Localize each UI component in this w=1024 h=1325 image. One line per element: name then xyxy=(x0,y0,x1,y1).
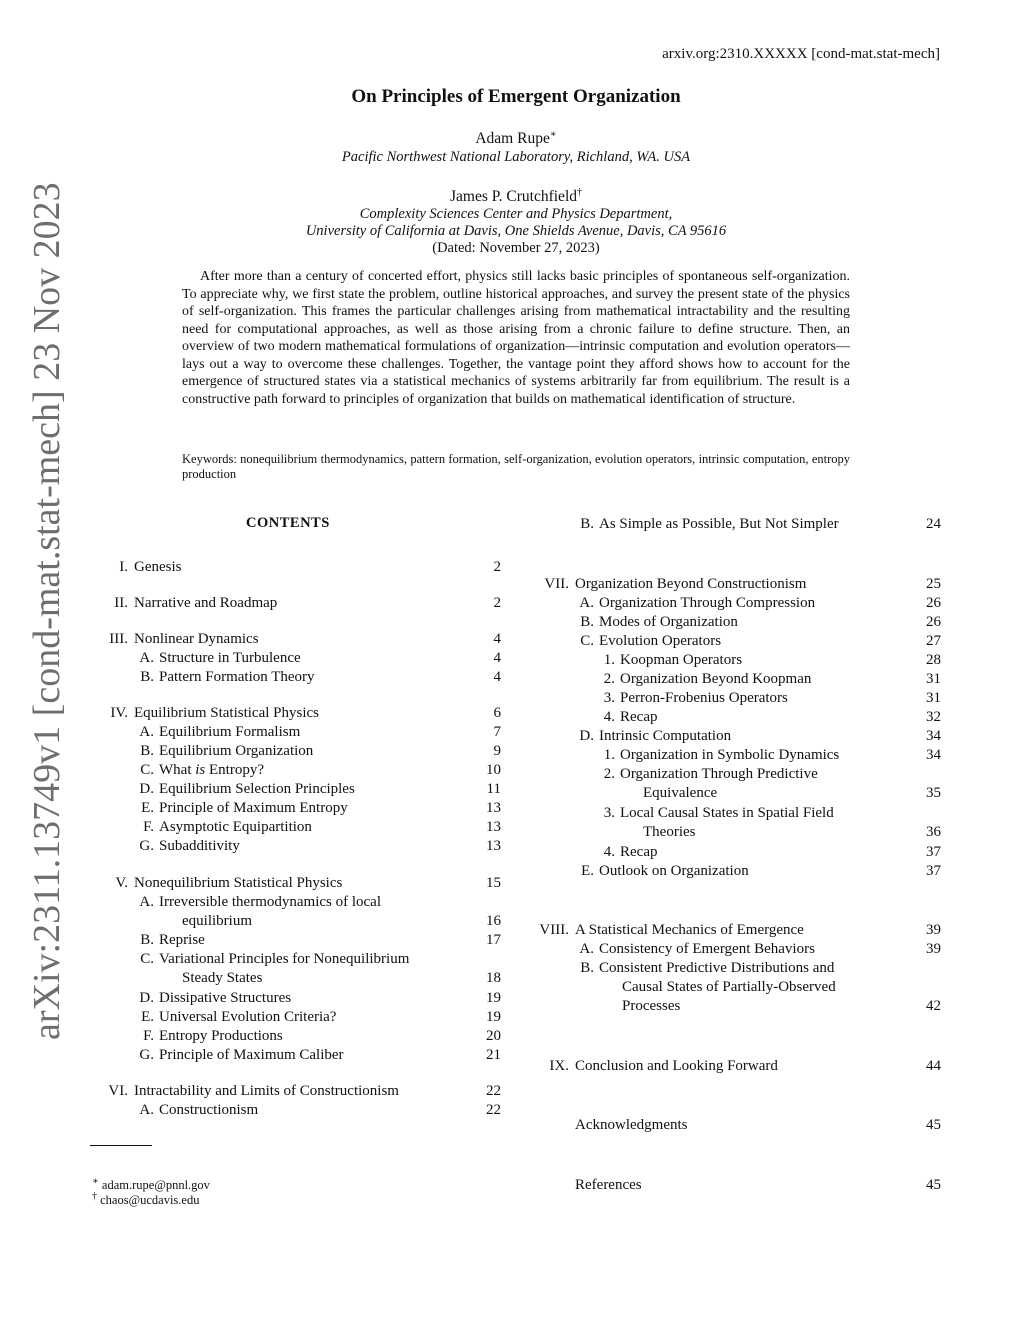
toc-page-number: 2 xyxy=(493,559,501,575)
toc-title: Organization Beyond Constructionism xyxy=(575,576,807,592)
toc-title: Organization in Symbolic Dynamics xyxy=(620,747,840,763)
toc-number: F. xyxy=(143,819,154,835)
toc-number: 4. xyxy=(603,844,615,860)
toc-title-continued: equilibrium xyxy=(182,913,252,930)
toc-page-number: 24 xyxy=(926,516,941,532)
toc-title: Entropy Productions xyxy=(159,1028,283,1044)
toc-title: Consistency of Emergent Behaviors xyxy=(599,941,815,957)
toc-title: Local Causal States in Spatial Field xyxy=(620,805,834,821)
toc-title: A Statistical Mechanics of Emergence xyxy=(575,922,804,938)
toc-page-number: 13 xyxy=(486,819,501,835)
author-1-mark: ∗ xyxy=(549,128,557,140)
author-2 xyxy=(0,188,1024,206)
toc-title: Outlook on Organization xyxy=(599,863,749,879)
footnote-1-mark: ∗ xyxy=(92,1175,99,1187)
toc-page-number: 26 xyxy=(926,595,941,611)
toc-page-number: 36 xyxy=(926,824,941,841)
toc-number: 1. xyxy=(603,652,615,668)
toc-title: Organization Beyond Koopman xyxy=(620,671,812,687)
toc-title: Consistent Predictive Distributions and xyxy=(599,960,835,976)
author-2-affiliation-line-1: Complexity Sciences Center and Physics Department, xyxy=(359,206,673,222)
toc-number: E. xyxy=(141,1009,154,1025)
toc-number: A. xyxy=(139,894,154,910)
toc-page-number: 25 xyxy=(926,576,941,592)
author-2-affiliation-line-2: University of California at Davis, One Shields Avenue, Davis, CA 95616 xyxy=(305,223,727,239)
toc-page-number: 16 xyxy=(486,913,501,930)
toc-title: Acknowledgments xyxy=(575,1117,688,1133)
toc-page-number: 13 xyxy=(486,838,501,854)
toc-title: Modes of Organization xyxy=(599,614,738,630)
toc-page-number: 34 xyxy=(926,747,941,763)
toc-number: 2. xyxy=(603,671,615,687)
toc-title: As Simple as Possible, But Not Simpler xyxy=(599,516,839,532)
toc-number: 2. xyxy=(603,766,615,782)
arxiv-side-stamp: arXiv:2311.13749v1 [cond-mat.stat-mech] 23 Nov 2023 xyxy=(26,182,68,1040)
toc-page-number: 6 xyxy=(493,705,501,721)
toc-number: F. xyxy=(143,1028,154,1044)
toc-number: B. xyxy=(580,516,594,532)
toc-number: 3. xyxy=(603,805,615,821)
toc-number: VII. xyxy=(544,576,569,592)
keywords: Keywords: nonequilibrium thermodynamics, pattern formation, self-organization, evolution operators, intrinsic computation, entropy production xyxy=(182,452,850,481)
toc-number: D. xyxy=(139,781,154,797)
toc-page-number: 17 xyxy=(486,932,501,948)
toc-number: II. xyxy=(114,595,128,611)
author-1-name: Adam Rupe xyxy=(475,130,550,147)
toc-title: Subadditivity xyxy=(159,838,240,854)
toc-title: Recap xyxy=(620,709,658,725)
paper-title: On Principles of Emergent Organization xyxy=(351,86,681,107)
contents-heading: CONTENTS xyxy=(246,515,330,531)
toc-page-number: 11 xyxy=(486,781,501,797)
abstract: After more than a century of concerted effort, physics still lacks basic principles of spontaneous self-organization. To appreciate why, we first state the problem, outline historical approaches, and survey the present state of the physics of self-organization. This frames the particular challenges arising from mathematical intractability and the resulting need for computational approaches, as well as those arising from a chronic failure to define structure. Then, an overview of two modern mathematical formulations of organization—intrinsic computation and evolution operators—lays out a way to overcome these challenges. Together, the vantage point they afford shows how to account for the emergence of structured states via a statistical mechanics of systems arbitrarily far from equilibrium. The result is a constructive path forward to principles of organization that builds on mathematical identification of structure. xyxy=(182,269,850,407)
toc-page-number: 37 xyxy=(926,863,941,879)
toc-page-number: 44 xyxy=(926,1058,941,1074)
toc-number: B. xyxy=(140,932,154,948)
toc-page-number: 28 xyxy=(926,652,941,668)
toc-page-number: 39 xyxy=(926,941,941,957)
toc-title: Organization Through Compression xyxy=(599,595,816,611)
toc-title: Equilibrium Selection Principles xyxy=(159,781,355,797)
toc-page-number: 7 xyxy=(493,724,501,740)
arxiv-identifier: arxiv.org:2310.XXXXX [cond-mat.stat-mech] xyxy=(662,46,940,62)
toc-number: 4. xyxy=(603,709,615,725)
toc-page-number: 34 xyxy=(926,728,941,744)
toc-title-continued: Steady States xyxy=(182,970,263,987)
toc-title: Equilibrium Statistical Physics xyxy=(134,705,319,721)
toc-number: IX. xyxy=(549,1058,569,1074)
toc-page-number: 21 xyxy=(486,1047,501,1063)
toc-number: A. xyxy=(579,941,594,957)
toc-title-continued: Causal States of Partially-Observed xyxy=(622,979,836,996)
dated-line: (Dated: November 27, 2023) xyxy=(432,240,600,256)
footnote-2-email[interactable]: chaos@ucdavis.edu xyxy=(100,1193,200,1207)
toc-page-number: 45 xyxy=(926,1177,941,1193)
toc-number: IV. xyxy=(110,705,128,721)
author-1 xyxy=(0,130,1024,148)
toc-page-number: 35 xyxy=(926,785,941,802)
toc-number: VI. xyxy=(108,1083,128,1099)
toc-title: Equilibrium Formalism xyxy=(159,724,301,740)
footnote-1-email[interactable]: adam.rupe@pnnl.gov xyxy=(101,1178,210,1192)
toc-title: Irreversible thermodynamics of local xyxy=(159,894,381,910)
toc-title: Constructionism xyxy=(159,1102,259,1118)
toc-page-number: 4 xyxy=(493,631,501,647)
toc-title: Narrative and Roadmap xyxy=(134,595,278,611)
toc-page-number: 26 xyxy=(926,614,941,630)
toc-number: D. xyxy=(139,990,154,1006)
toc-number: E. xyxy=(581,863,594,879)
toc-page-number: 15 xyxy=(486,875,501,891)
toc-title: Genesis xyxy=(134,559,182,575)
author-2-name: James P. Crutchfield xyxy=(450,188,577,205)
toc-number: C. xyxy=(140,762,154,778)
toc-title: Nonequilibrium Statistical Physics xyxy=(134,875,343,891)
toc-title: Structure in Turbulence xyxy=(159,650,301,666)
toc-number: I. xyxy=(119,559,128,575)
toc-title: Variational Principles for Nonequilibrium xyxy=(159,951,410,967)
toc-page-number: 22 xyxy=(486,1102,501,1118)
toc-number: A. xyxy=(579,595,594,611)
toc-title: Dissipative Structures xyxy=(159,990,292,1006)
toc-page-number: 19 xyxy=(486,1009,501,1025)
toc-number: 1. xyxy=(603,747,615,763)
toc-title: Recap xyxy=(620,844,658,860)
toc-page-number: 22 xyxy=(486,1083,501,1099)
toc-page-number: 9 xyxy=(493,743,501,759)
toc-title: Reprise xyxy=(159,932,205,948)
toc-title: Organization Through Predictive xyxy=(620,766,818,782)
toc-page-number: 27 xyxy=(926,633,941,649)
author-1-affiliation: Pacific Northwest National Laboratory, Richland, WA. USA xyxy=(341,149,691,165)
toc-title-continued: Theories xyxy=(643,824,696,841)
toc-number: A. xyxy=(139,1102,154,1118)
toc-title-continued: Processes xyxy=(622,998,681,1015)
toc-page-number: 4 xyxy=(493,650,501,666)
toc-number: VIII. xyxy=(539,922,569,938)
toc-page-number: 31 xyxy=(926,671,941,687)
toc-number: C. xyxy=(140,951,154,967)
toc-number: V. xyxy=(115,875,128,891)
toc-number: B. xyxy=(580,614,594,630)
toc-title: Koopman Operators xyxy=(620,652,743,668)
toc-number: B. xyxy=(140,669,154,685)
toc-number: B. xyxy=(580,960,594,976)
toc-title: Conclusion and Looking Forward xyxy=(575,1058,778,1074)
toc-title: Principle of Maximum Caliber xyxy=(159,1047,344,1063)
toc-number: E. xyxy=(141,800,154,816)
toc-page-number: 19 xyxy=(486,990,501,1006)
toc-page-number: 2 xyxy=(493,595,501,611)
footnote-rule xyxy=(90,1145,152,1146)
toc-page-number: 42 xyxy=(926,998,941,1015)
toc-number: A. xyxy=(139,650,154,666)
toc-title-continued: Equivalence xyxy=(643,785,718,802)
toc-title: Intractability and Limits of Constructionism xyxy=(134,1083,399,1099)
toc-title: Nonlinear Dynamics xyxy=(134,631,259,647)
toc-page-number: 10 xyxy=(486,762,501,778)
toc-title: Asymptotic Equipartition xyxy=(159,819,312,835)
toc-page-number: 37 xyxy=(926,844,941,860)
footnote-1 xyxy=(92,1175,210,1193)
toc-title: Intrinsic Computation xyxy=(599,728,732,744)
footnote-2-mark: † xyxy=(92,1190,97,1202)
toc-page-number: 13 xyxy=(486,800,501,816)
toc-number: B. xyxy=(140,743,154,759)
toc-number: G. xyxy=(139,1047,154,1063)
toc-number: III. xyxy=(109,631,128,647)
toc-number: C. xyxy=(580,633,594,649)
author-2-mark: † xyxy=(577,186,582,198)
toc-title: Universal Evolution Criteria? xyxy=(159,1009,337,1025)
toc-page-number: 20 xyxy=(486,1028,501,1044)
toc-page-number: 32 xyxy=(926,709,941,725)
toc-page-number: 31 xyxy=(926,690,941,706)
toc-number: D. xyxy=(579,728,594,744)
toc-page-number: 45 xyxy=(926,1117,941,1133)
toc-number: G. xyxy=(139,838,154,854)
toc-title: What is Entropy? xyxy=(159,762,264,778)
toc-page-number: 18 xyxy=(486,970,501,987)
toc-title: Evolution Operators xyxy=(599,633,722,649)
toc-title: References xyxy=(575,1177,642,1193)
toc-number: 3. xyxy=(603,690,615,706)
toc-number: A. xyxy=(139,724,154,740)
toc-title: Pattern Formation Theory xyxy=(159,669,315,685)
toc-page-number: 4 xyxy=(493,669,501,685)
toc-page-number: 39 xyxy=(926,922,941,938)
footnote-2 xyxy=(92,1190,200,1208)
toc-title: Perron-Frobenius Operators xyxy=(620,690,788,706)
toc-title: Principle of Maximum Entropy xyxy=(159,800,348,816)
toc-title: Equilibrium Organization xyxy=(159,743,314,759)
